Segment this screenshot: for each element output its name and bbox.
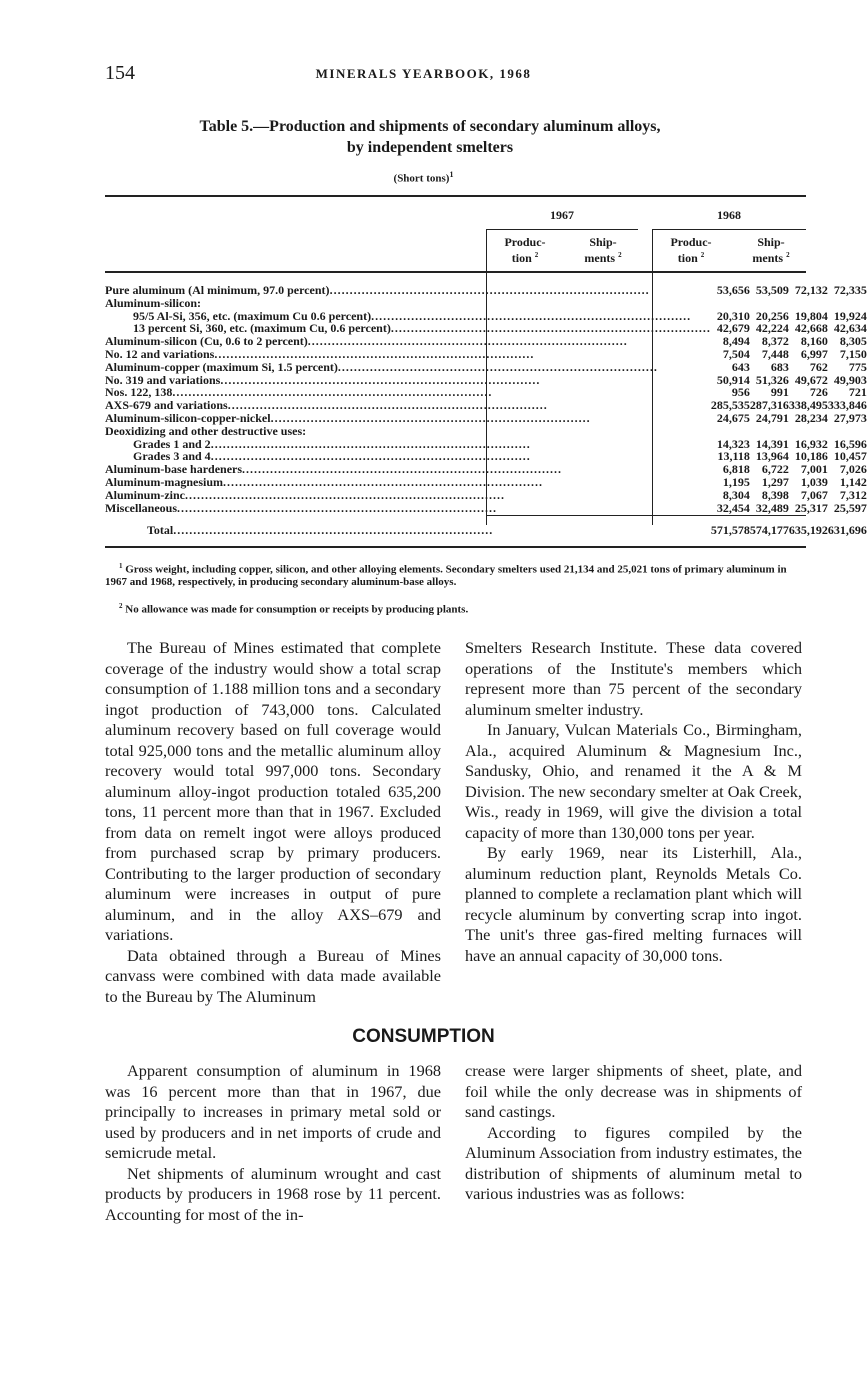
footnote-2: [105, 600, 805, 616]
table-unit: [0, 170, 847, 185]
cell-value: 338,495: [788, 398, 828, 413]
cell-value: 25,317: [794, 500, 828, 515]
cell-value: 956: [731, 385, 750, 400]
table-title-line1: Table 5.—Production and shipments of secondary aluminum alloys,: [199, 118, 661, 135]
cell-value: 7,150: [839, 346, 867, 361]
cell-value: 16,596: [833, 436, 867, 451]
cell-value: 42,634: [833, 321, 867, 336]
footnote-2-text: No allowance was made for consumption or receipts by producing plants.: [125, 603, 469, 616]
body-left-column: [105, 638, 441, 1007]
paragraph: By early 1969, near its Listerhill, Ala., aluminum reduction plant, Reynolds Metals Co. planned to complete a reclamation plant which will recycle aluminum by converting scrap into ingot. The unit's three gas-fired melting furnaces will have an annual capacity of 30,000 tons.: [465, 843, 802, 965]
cell-value: 72,132: [794, 283, 828, 297]
header-text: ments: [752, 251, 784, 265]
cell-value: 20,256: [755, 308, 789, 323]
row-label-text: Pure aluminum (Al minimum, 97.0 percent): [105, 283, 330, 297]
page-number: 154: [105, 62, 135, 84]
cell-value: [789, 297, 828, 310]
paragraph: The Bureau of Mines estimated that complete coverage of the industry would show a total scrap consumption of 1.188 million tons and a secondary ingot production of 743,000 tons. Calculated aluminum recovery based on full coverage would total 925,000 tons and the metallic aluminum alloy recovery would total 997,000 tons. Secondary aluminum alloy-ingot production totaled 635,200 tons, 11 percent more than that in 1967. Excluded from data on remelt ingot were alloys produced from purchased scrap by primary producers. Contributing to the larger production of secondary aluminum were increases in output of pure aluminum, and in the alloy AXS–679 and variations.: [105, 638, 441, 944]
cell-value: 7,312: [839, 487, 867, 502]
consumption-left-column: [105, 1061, 441, 1225]
cell-value: 1,142: [839, 474, 867, 489]
cell-value: 8,160: [800, 334, 828, 349]
footnote-1-sup: 1: [119, 562, 123, 570]
cell-value: 10,457: [833, 449, 867, 464]
cell-value: 32,454: [716, 500, 750, 515]
leader-dots: ................................................................................: [371, 308, 692, 323]
header-bottom-rule: [105, 271, 806, 273]
paragraph: In January, Vulcan Materials Co., Birmingham, Ala., acquired Aluminum & Magnesium Inc., Sandusky, Ohio, and renamed it the A & M Division. The new secondary smelter at Oak Creek, Wis., ready in 1969, will give the division a total capacity of more than 130,000 tons per year.: [465, 720, 802, 842]
cell-value: 7,026: [839, 462, 867, 477]
row-label-text: Deoxidizing and other destructive uses:: [105, 423, 307, 438]
cell-value: 14,323: [716, 436, 750, 451]
cell-value: [828, 297, 867, 310]
leader-dots: ................................................................................: [177, 500, 497, 515]
cell-value: 19,924: [833, 308, 867, 323]
cell-value: 42,679: [716, 321, 750, 336]
row-label-text: Aluminum-silicon (Cu, 0.6 to 2 percent): [105, 334, 308, 349]
cell-value: [711, 297, 750, 310]
cell-value: 571,578: [710, 523, 750, 538]
total-row: [105, 524, 867, 537]
footnote-1: [105, 560, 805, 588]
cell-value: 6,818: [722, 462, 750, 477]
row-label-text: AXS-679 and variations: [105, 398, 228, 413]
cell-value: 72,335: [833, 283, 867, 297]
table-body: [105, 284, 867, 537]
cell-value: 24,791: [755, 410, 789, 425]
data-table: [105, 284, 867, 537]
row-label: [105, 502, 711, 515]
leader-dots: ................................................................................: [227, 398, 548, 413]
header-production-1967: [490, 236, 560, 265]
cell-value: [711, 425, 750, 438]
header-text: Ship-: [757, 235, 785, 249]
row-label-text: Miscellaneous: [105, 500, 177, 515]
cell-value: 14,391: [755, 436, 789, 451]
leader-dots: ................................................................................: [210, 436, 531, 451]
cell-value: [828, 425, 867, 438]
cell-value: 762: [809, 359, 828, 374]
cell-value: 51,326: [755, 372, 789, 387]
cell-value: 287,316: [749, 398, 789, 413]
leader-dots: ................................................................................: [337, 359, 658, 374]
row-label-text: Aluminum-silicon:: [105, 295, 202, 310]
header-sup: 2: [786, 251, 790, 259]
table-top-rule: [105, 195, 806, 197]
cell-value: 13,118: [717, 449, 750, 464]
cell-value: 53,656: [716, 283, 750, 297]
cell-value: 991: [770, 385, 789, 400]
cell-value: 721: [848, 385, 867, 400]
consumption-right-column: [465, 1061, 802, 1205]
header-text: tion: [511, 251, 532, 265]
footnote-1-text: Gross weight, including copper, silicon, and other alloying elements. Secondary smelters used 21,134 and 25,021 tons of primary aluminum in 1967 and 1968, respectively, in producing secondary aluminum-base alloys.: [105, 563, 787, 588]
row-label-text: Aluminum-zinc: [105, 487, 186, 502]
row-label-text: 13 percent Si, 360, etc. (maximum Cu, 0.6 percent): [133, 321, 391, 336]
cell-value: 27,973: [833, 410, 867, 425]
cell-value: [750, 425, 789, 438]
table-row: [105, 284, 867, 297]
paragraph: Data obtained through a Bureau of Mines canvass were combined with data made available to the Bureau by The Aluminum: [105, 945, 441, 1006]
cell-value: 775: [848, 359, 867, 374]
leader-dots: ................................................................................: [185, 487, 506, 502]
header-text: Produc-: [504, 235, 546, 249]
row-label-text: Grades 1 and 2: [133, 436, 211, 451]
cell-value: 8,398: [761, 487, 789, 502]
cell-value: 6,722: [761, 462, 789, 477]
cell-value: 28,234: [794, 410, 828, 425]
cell-value: 7,504: [722, 346, 750, 361]
cell-value: 42,224: [755, 321, 789, 336]
table-unit-text: (Short tons): [393, 172, 450, 185]
header-text: Produc-: [670, 235, 712, 249]
cell-value: 24,675: [716, 410, 750, 425]
cell-value: 7,001: [800, 462, 828, 477]
year1-rule: [486, 229, 638, 230]
paragraph: Smelters Research Institute. These data covered operations of the Institute's members which represent more than 75 percent of the secondary aluminum smelter industry.: [465, 638, 802, 719]
paragraph: Net shipments of aluminum wrought and cast products by producers in 1968 rose by 11 percent. Accounting for most of the in-: [105, 1163, 441, 1224]
cell-value: 635,192: [788, 523, 828, 538]
row-label: [105, 524, 711, 537]
cell-value: 49,903: [833, 372, 867, 387]
header-text-line2: [568, 249, 638, 265]
leader-dots: ................................................................................: [242, 462, 563, 477]
header-text-line2: [656, 249, 726, 265]
row-label-text: Aluminum-base hardeners: [105, 462, 243, 477]
table-title: [130, 116, 730, 158]
cell-value: 1,297: [761, 474, 789, 489]
leader-dots: ................................................................................: [270, 410, 591, 425]
header-sup: 2: [534, 251, 539, 259]
cell-value: 6,997: [800, 346, 828, 361]
row-label-text: Aluminum-silicon-copper-nickel: [105, 410, 271, 425]
leader-dots: ................................................................................: [329, 283, 650, 297]
cell-value: 50,914: [716, 372, 750, 387]
header-sup: 2: [700, 251, 705, 259]
paragraph: Apparent consumption of aluminum in 1968 was 16 percent more than that in 1967, due principally to increases in primary metal sold or used by producers and in net imports of crude and semicrude metal.: [105, 1061, 441, 1162]
row-label-text: No. 319 and variations: [105, 372, 221, 387]
table-row: [105, 502, 867, 515]
year2-rule: [652, 229, 806, 230]
leader-dots: ................................................................................: [223, 474, 544, 489]
leader-dots: ................................................................................: [172, 385, 493, 400]
cell-value: 32,489: [755, 500, 789, 515]
cell-value: 631,696: [827, 523, 867, 538]
header-text: Ship-: [589, 235, 617, 249]
cell-value: 643: [731, 359, 750, 374]
cell-value: 10,186: [794, 449, 828, 464]
cell-value: 25,597: [833, 500, 867, 515]
leader-dots: ................................................................................: [173, 523, 494, 538]
row-label-text: Nos. 122, 138: [105, 385, 173, 400]
header-year-1967: 1967: [550, 208, 574, 222]
cell-value: 285,535: [710, 398, 750, 413]
paragraph: According to figures compiled by the Aluminum Association from industry estimates, the distribution of shipments of aluminum metal to various industries was as follows:: [465, 1122, 802, 1203]
row-label-text: Total: [147, 523, 174, 538]
leader-dots: ................................................................................: [307, 334, 628, 349]
header-shipments-1968: [736, 236, 806, 265]
cell-value: 1,195: [722, 474, 750, 489]
table-bottom-rule: [105, 546, 806, 548]
cell-value: [750, 297, 789, 310]
header-text: ments: [584, 251, 616, 265]
row-label-text: Aluminum-copper (maximum Si, 1.5 percent): [105, 359, 338, 374]
cell-value: 8,305: [839, 334, 867, 349]
table-title-line2: by independent smelters: [346, 139, 514, 156]
header-text-line2: [490, 249, 560, 265]
cell-value: 333,846: [827, 398, 867, 413]
leader-dots: ................................................................................: [214, 346, 535, 361]
table-unit-sup: 1: [449, 170, 454, 179]
header-year-1968: 1968: [717, 208, 741, 222]
section-heading: CONSUMPTION: [352, 1026, 495, 1047]
running-head: MINERALS YEARBOOK, 1968: [315, 66, 532, 81]
cell-value: 574,177: [749, 523, 789, 538]
row-label-text: Aluminum-magnesium: [105, 474, 224, 489]
cell-value: 726: [809, 385, 828, 400]
cell-value: 7,448: [761, 346, 789, 361]
row-label-text: No. 12 and variations: [105, 346, 215, 361]
cell-value: 8,304: [722, 487, 750, 502]
cell-value: 53,509: [755, 283, 789, 297]
header-shipments-1967: [568, 236, 638, 265]
cell-value: 1,039: [800, 474, 828, 489]
row-label-text: 95/5 Al-Si, 356, etc. (maximum Cu 0.6 percent): [133, 308, 372, 323]
cell-value: 683: [770, 359, 789, 374]
cell-value: 42,668: [794, 321, 828, 336]
leader-dots: ................................................................................: [220, 372, 541, 387]
cell-value: 13,964: [755, 449, 789, 464]
header-sup: 2: [618, 251, 622, 259]
cell-value: [789, 425, 828, 438]
cell-value: 19,804: [794, 308, 828, 323]
paragraph: crease were larger shipments of sheet, plate, and foil while the only decrease was in shipments of sand castings.: [465, 1061, 802, 1121]
header-text: tion: [677, 251, 698, 265]
cell-value: 7,067: [800, 487, 828, 502]
body-right-column: [465, 638, 802, 966]
footnote-2-sup: 2: [119, 602, 123, 610]
leader-dots: ................................................................................: [210, 449, 531, 464]
header-text-line2: [736, 249, 806, 265]
cell-value: 49,672: [794, 372, 828, 387]
leader-dots: ................................................................................: [390, 321, 711, 336]
row-label-text: Grades 3 and 4: [133, 449, 211, 464]
cell-value: 8,494: [722, 334, 750, 349]
header-production-1968: [656, 236, 726, 265]
cell-value: 16,932: [794, 436, 828, 451]
cell-value: 8,372: [761, 334, 789, 349]
cell-value: 20,310: [716, 308, 750, 323]
